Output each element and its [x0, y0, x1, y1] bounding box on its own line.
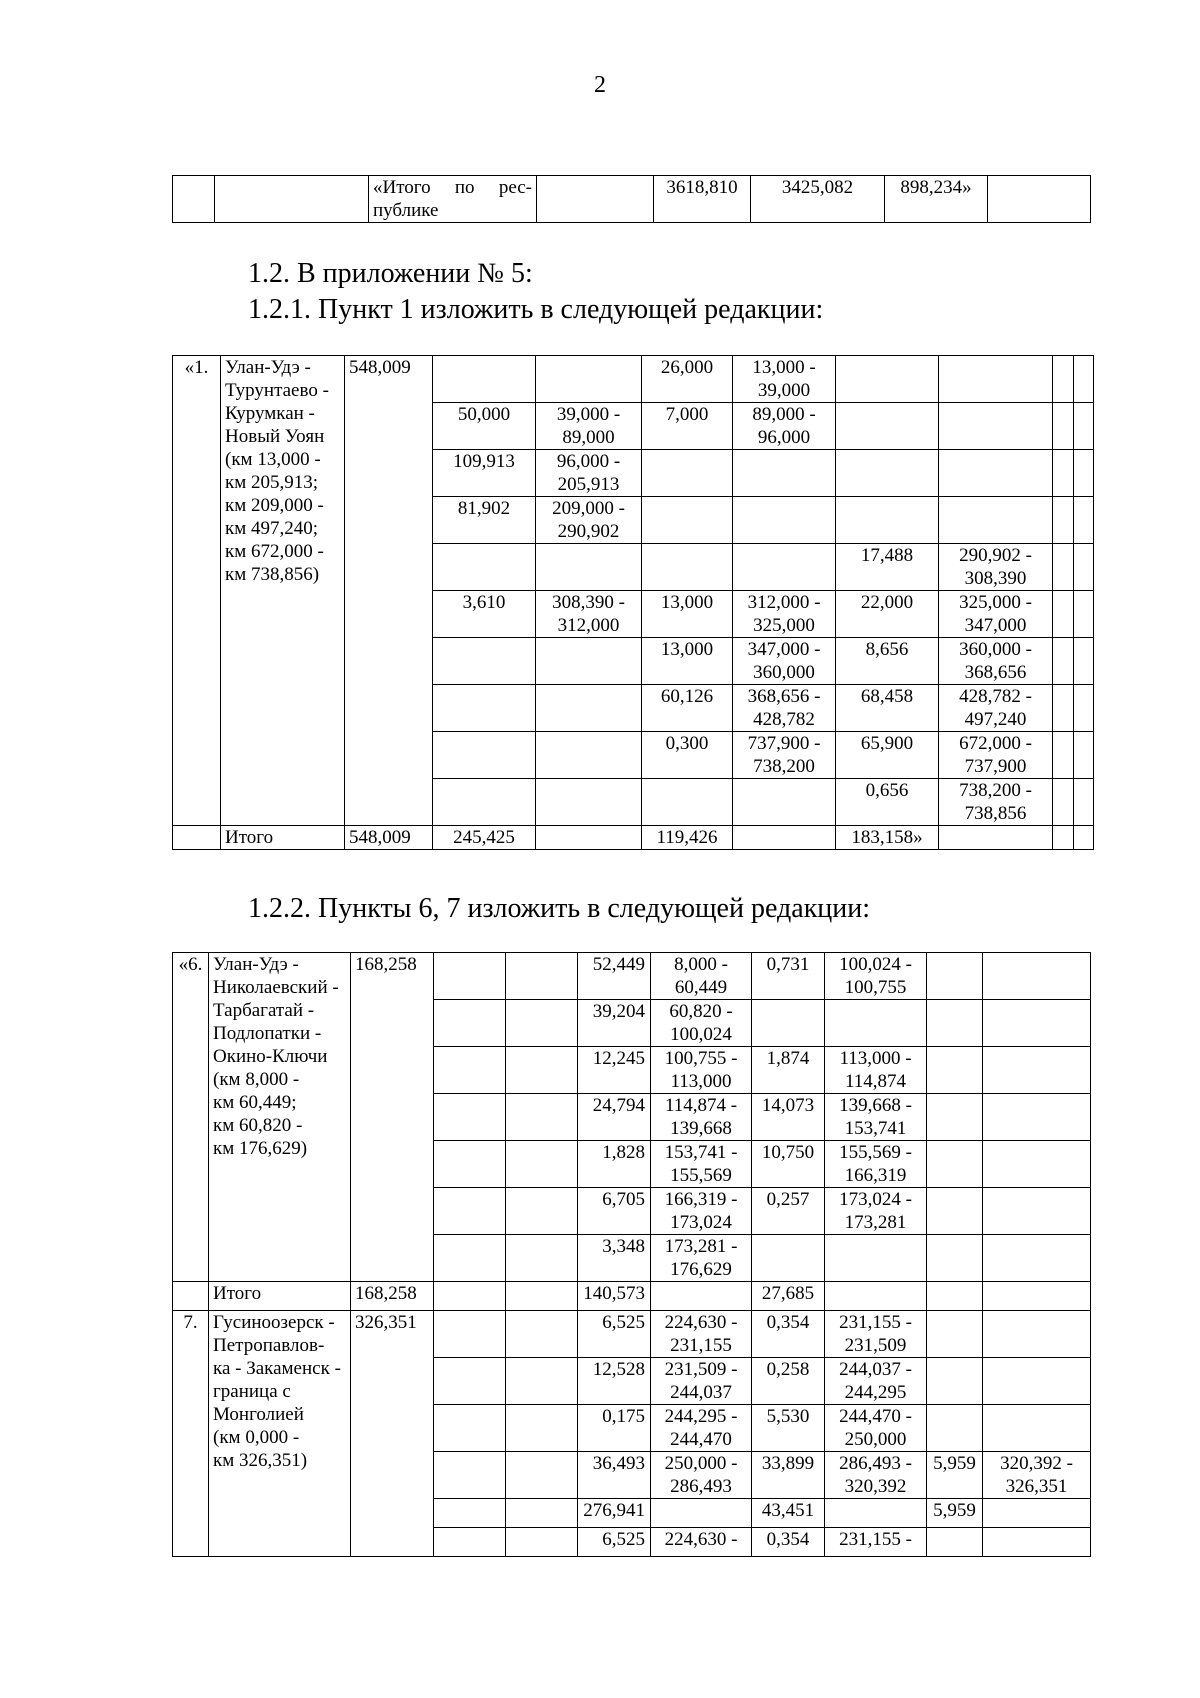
length-cell: 109,913 [433, 450, 536, 497]
length-cell: 68,458 [836, 685, 939, 732]
range-cell [733, 497, 836, 544]
length-cell [927, 1405, 983, 1452]
empty-cell [434, 1000, 506, 1047]
range-cell: 100,755 - 113,000 [651, 1047, 752, 1094]
length-cell: 3,348 [578, 1235, 651, 1282]
empty-cell [506, 1047, 578, 1094]
range-cell [536, 544, 642, 591]
empty-cell [733, 826, 836, 850]
empty-cell [434, 953, 506, 1000]
range-cell: 244,037 - 244,295 [825, 1358, 927, 1405]
length-cell [836, 356, 939, 403]
empty-cell [983, 1282, 1091, 1311]
range-cell: 244,295 - 244,470 [651, 1405, 752, 1452]
empty-cell [506, 1188, 578, 1235]
range-cell: 244,470 - 250,000 [825, 1405, 927, 1452]
empty-cell [1053, 685, 1074, 732]
range-cell: 308,390 - 312,000 [536, 591, 642, 638]
empty-cell [434, 1282, 506, 1311]
range-cell [733, 450, 836, 497]
empty-cell [1074, 497, 1094, 544]
range-cell [983, 1311, 1091, 1358]
range-cell [536, 638, 642, 685]
length-cell: 6,705 [578, 1188, 651, 1235]
empty-cell [1053, 356, 1074, 403]
length-cell: 36,493 [578, 1452, 651, 1499]
empty-cell [434, 1405, 506, 1452]
empty-cell [1053, 450, 1074, 497]
length-cell: 14,073 [752, 1094, 825, 1141]
empty-cell [434, 1188, 506, 1235]
length-cell: 3,610 [433, 591, 536, 638]
length-cell [927, 1311, 983, 1358]
empty-cell [927, 1047, 983, 1094]
total-length: 326,351 [351, 1311, 434, 1557]
range-cell [536, 779, 642, 826]
length-cell: 0,354 [752, 1528, 825, 1557]
range-cell [939, 450, 1053, 497]
length-cell: 5,959 [927, 1452, 983, 1499]
length-cell [642, 450, 733, 497]
empty-cell [506, 1499, 578, 1528]
range-cell: 231,155 - [825, 1528, 927, 1557]
length-cell: 22,000 [836, 591, 939, 638]
range-cell: 286,493 - 320,392 [825, 1452, 927, 1499]
total-label-cell: «Итого по рес- публике [369, 176, 537, 223]
range-cell: 231,509 - 244,037 [651, 1358, 752, 1405]
length-cell: 52,449 [578, 953, 651, 1000]
empty-cell [434, 1311, 506, 1358]
value-cell: 3425,082 [751, 176, 885, 223]
range-cell [733, 544, 836, 591]
empty-cell [983, 1188, 1091, 1235]
empty-cell [1074, 638, 1094, 685]
empty-cell [506, 1405, 578, 1452]
range-cell [983, 1405, 1091, 1452]
range-cell: 100,024 - 100,755 [825, 953, 927, 1000]
range-cell: 153,741 - 155,569 [651, 1141, 752, 1188]
empty-cell [1074, 779, 1094, 826]
length-cell: 5,530 [752, 1405, 825, 1452]
total-length: 548,009 [345, 826, 433, 850]
length-cell: 0,300 [642, 732, 733, 779]
length-cell: 12,528 [578, 1358, 651, 1405]
empty-cell [434, 1499, 506, 1528]
item-number: «1. [173, 356, 221, 826]
range-cell: 320,392 - 326,351 [983, 1452, 1091, 1499]
empty-cell [927, 1094, 983, 1141]
length-cell [752, 1000, 825, 1047]
range-cell: 347,000 - 360,000 [733, 638, 836, 685]
length-cell: 6,525 [578, 1528, 651, 1557]
total-label: Итого [209, 1282, 351, 1311]
length-cell: 24,794 [578, 1094, 651, 1141]
heading-1-2-2: 1.2.2. Пункты 6, 7 изложить в следующей редакции: [248, 893, 871, 924]
length-cell: 65,900 [836, 732, 939, 779]
length-cell [927, 1358, 983, 1405]
length-cell [836, 450, 939, 497]
empty-cell [506, 1094, 578, 1141]
range-cell: 139,668 - 153,741 [825, 1094, 927, 1141]
length-cell [433, 638, 536, 685]
range-cell [536, 356, 642, 403]
empty-cell [651, 1282, 752, 1311]
length-cell [752, 1235, 825, 1282]
empty-cell [1074, 732, 1094, 779]
total-value: 27,685 [752, 1282, 825, 1311]
table-row [173, 356, 1094, 403]
empty-cell [1053, 544, 1074, 591]
empty-cell [506, 1235, 578, 1282]
length-cell [642, 779, 733, 826]
table-row [173, 1311, 1091, 1358]
total-length: 548,009 [345, 356, 433, 826]
range-cell [825, 1000, 927, 1047]
length-cell: 43,451 [752, 1499, 825, 1528]
road-name: Улан-Удэ - Николаевский - Тарбагатай - Подлопатки - Окино-Ключи (км 8,000 - км 60,449; км 60,820 - км 176,629) [209, 953, 351, 1282]
length-cell: 13,000 [642, 638, 733, 685]
range-cell [536, 732, 642, 779]
length-cell: 6,525 [578, 1311, 651, 1358]
length-cell [433, 685, 536, 732]
length-cell: 5,959 [927, 1499, 983, 1528]
range-cell [939, 403, 1053, 450]
range-cell [983, 1528, 1091, 1557]
empty-cell [1053, 591, 1074, 638]
range-cell [825, 1235, 927, 1282]
empty-cell [506, 1282, 578, 1311]
heading-1-2-1: 1.2.1. Пункт 1 изложить в следующей редакции: [248, 294, 824, 325]
empty-cell [434, 1141, 506, 1188]
range-cell [939, 497, 1053, 544]
heading-1-2: 1.2. В приложении № 5: [248, 258, 533, 289]
empty-cell [506, 1141, 578, 1188]
road-name: Гусиноозерск - Петропавлов- ка - Закаменск - граница с Монголией (км 0,000 - км 326,351) [209, 1311, 351, 1557]
range-cell [651, 1499, 752, 1528]
range-cell: 173,281 - 176,629 [651, 1235, 752, 1282]
empty-cell [1074, 403, 1094, 450]
range-cell: 8,000 - 60,449 [651, 953, 752, 1000]
length-cell: 13,000 [642, 591, 733, 638]
empty-cell [434, 1235, 506, 1282]
empty-cell [927, 1141, 983, 1188]
length-cell [433, 356, 536, 403]
length-cell: 12,245 [578, 1047, 651, 1094]
empty-cell [1053, 403, 1074, 450]
empty-cell [173, 826, 221, 850]
empty-cell [1074, 685, 1094, 732]
empty-cell [825, 1282, 927, 1311]
length-cell [642, 544, 733, 591]
range-cell [983, 1499, 1091, 1528]
empty-cell [173, 1282, 209, 1311]
empty-cell [1074, 450, 1094, 497]
range-cell [983, 1358, 1091, 1405]
empty-cell [983, 1094, 1091, 1141]
empty-cell [939, 826, 1053, 850]
total-value: 245,425 [433, 826, 536, 850]
empty-cell [927, 1000, 983, 1047]
length-cell: 39,204 [578, 1000, 651, 1047]
road-table-items-6-7 [172, 952, 1091, 1557]
range-cell: 60,820 - 100,024 [651, 1000, 752, 1047]
empty-cell [434, 1452, 506, 1499]
empty-cell [927, 1188, 983, 1235]
table-row [173, 953, 1091, 1000]
empty-cell [927, 1235, 983, 1282]
empty-cell [434, 1047, 506, 1094]
range-cell [733, 779, 836, 826]
item-number: «6. [173, 953, 209, 1282]
total-value: 183,158» [836, 826, 939, 850]
empty-cell [983, 1000, 1091, 1047]
empty-cell [506, 1528, 578, 1557]
empty-cell [1053, 638, 1074, 685]
range-cell: 114,874 - 139,668 [651, 1094, 752, 1141]
total-value: 140,573 [578, 1282, 651, 1311]
length-cell: 0,354 [752, 1311, 825, 1358]
length-cell: 1,828 [578, 1141, 651, 1188]
road-table-item-1 [172, 355, 1094, 850]
empty-cell [536, 826, 642, 850]
table-row [173, 1282, 1091, 1311]
range-cell: 428,782 - 497,240 [939, 685, 1053, 732]
length-cell: 0,258 [752, 1358, 825, 1405]
range-cell [825, 1499, 927, 1528]
empty-cell [506, 1452, 578, 1499]
total-label: Итого [221, 826, 345, 850]
length-cell: 0,656 [836, 779, 939, 826]
range-cell: 672,000 - 737,900 [939, 732, 1053, 779]
range-cell: 224,630 - [651, 1528, 752, 1557]
empty-cell [506, 1311, 578, 1358]
summary-table [172, 175, 1091, 223]
empty-cell [1053, 732, 1074, 779]
range-cell: 738,200 - 738,856 [939, 779, 1053, 826]
length-cell: 81,902 [433, 497, 536, 544]
total-value: 119,426 [642, 826, 733, 850]
table-row [173, 176, 1091, 223]
range-cell: 325,000 - 347,000 [939, 591, 1053, 638]
range-cell [536, 685, 642, 732]
empty-cell [983, 1141, 1091, 1188]
empty-cell [1074, 544, 1094, 591]
range-cell: 290,902 - 308,390 [939, 544, 1053, 591]
item-number: 7. [173, 1311, 209, 1557]
empty-cell [927, 953, 983, 1000]
length-cell [433, 779, 536, 826]
empty-cell [1074, 591, 1094, 638]
range-cell: 96,000 - 205,913 [536, 450, 642, 497]
empty-cell [983, 1235, 1091, 1282]
length-cell: 26,000 [642, 356, 733, 403]
value-cell: 3618,810 [654, 176, 751, 223]
road-name: Улан-Удэ - Турунтаево - Курумкан - Новый Уоян (км 13,000 - км 205,913; км 209,000 - км 497,240; км 672,000 - км 738,856) [221, 356, 345, 826]
empty-cell [1053, 826, 1074, 850]
empty-cell [983, 1047, 1091, 1094]
length-cell [433, 544, 536, 591]
empty-cell [927, 1282, 983, 1311]
empty-cell [506, 953, 578, 1000]
length-cell: 17,488 [836, 544, 939, 591]
empty-cell [506, 1358, 578, 1405]
total-length: 168,258 [351, 953, 434, 1282]
range-cell: 312,000 - 325,000 [733, 591, 836, 638]
range-cell: 89,000 - 96,000 [733, 403, 836, 450]
range-cell [939, 356, 1053, 403]
length-cell: 7,000 [642, 403, 733, 450]
range-cell: 231,155 - 231,509 [825, 1311, 927, 1358]
range-cell: 360,000 - 368,656 [939, 638, 1053, 685]
length-cell: 50,000 [433, 403, 536, 450]
empty-cell [434, 1528, 506, 1557]
range-cell: 209,000 - 290,902 [536, 497, 642, 544]
total-length: 168,258 [351, 1282, 434, 1311]
empty-cell [1074, 356, 1094, 403]
table-row [173, 826, 1094, 850]
length-cell [927, 1528, 983, 1557]
empty-cell [1053, 497, 1074, 544]
range-cell: 13,000 - 39,000 [733, 356, 836, 403]
length-cell: 1,874 [752, 1047, 825, 1094]
length-cell: 60,126 [642, 685, 733, 732]
range-cell: 113,000 - 114,874 [825, 1047, 927, 1094]
empty-cell [1053, 779, 1074, 826]
range-cell: 224,630 - 231,155 [651, 1311, 752, 1358]
range-cell: 173,024 - 173,281 [825, 1188, 927, 1235]
empty-cell [434, 1358, 506, 1405]
length-cell: 0,731 [752, 953, 825, 1000]
range-cell: 250,000 - 286,493 [651, 1452, 752, 1499]
empty-cell [506, 1000, 578, 1047]
range-cell: 155,569 - 166,319 [825, 1141, 927, 1188]
value-cell: 898,234» [885, 176, 988, 223]
empty-cell [983, 953, 1091, 1000]
length-cell: 0,175 [578, 1405, 651, 1452]
empty-cell [1074, 826, 1094, 850]
range-cell: 39,000 - 89,000 [536, 403, 642, 450]
length-cell: 276,941 [578, 1499, 651, 1528]
length-cell [836, 497, 939, 544]
empty-cell [434, 1094, 506, 1141]
length-cell: 10,750 [752, 1141, 825, 1188]
length-cell [836, 403, 939, 450]
length-cell [433, 732, 536, 779]
length-cell: 0,257 [752, 1188, 825, 1235]
length-cell: 33,899 [752, 1452, 825, 1499]
page-number: 2 [594, 72, 606, 98]
length-cell: 8,656 [836, 638, 939, 685]
length-cell [642, 497, 733, 544]
range-cell: 166,319 - 173,024 [651, 1188, 752, 1235]
range-cell: 737,900 - 738,200 [733, 732, 836, 779]
range-cell: 368,656 - 428,782 [733, 685, 836, 732]
